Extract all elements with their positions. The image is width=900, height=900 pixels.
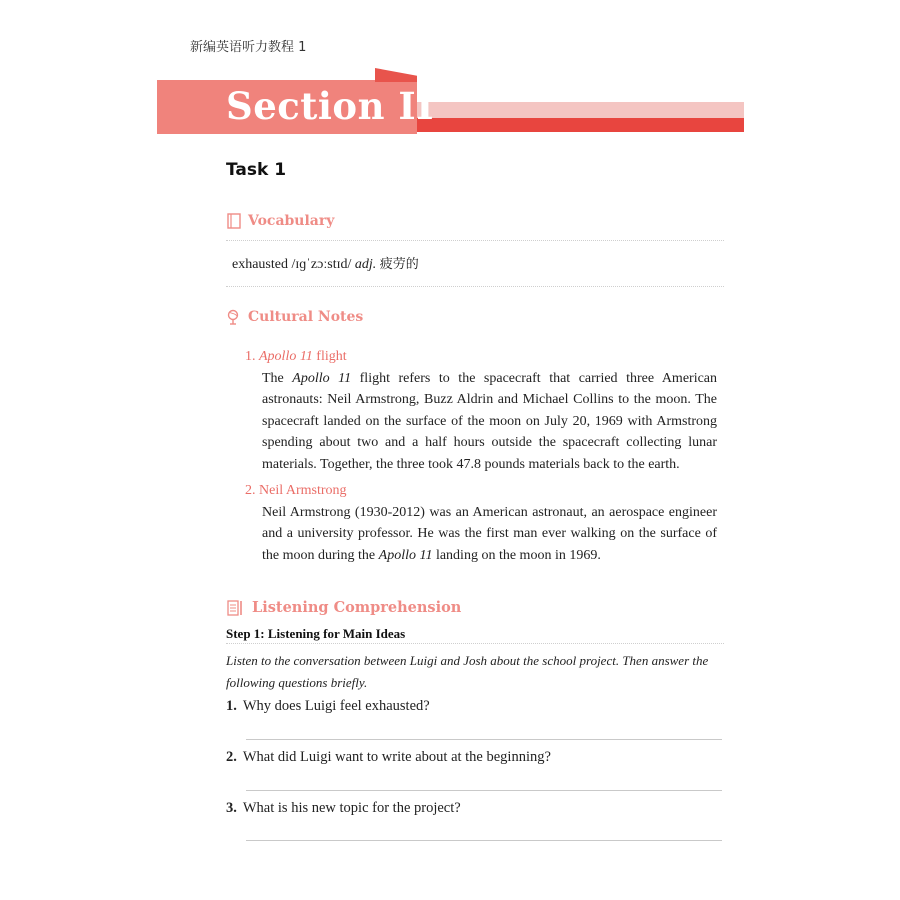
divider (226, 643, 724, 644)
vocabulary-heading-label: Vocabulary (248, 213, 335, 229)
listening-heading-label: Listening Comprehension (252, 599, 462, 616)
globe-icon (226, 309, 242, 325)
vocab-phonetic: /ɪɡˈzɔːstɪd/ (291, 257, 352, 272)
question-number: 2. (226, 749, 237, 765)
note-number: 2. (245, 483, 256, 498)
cultural-notes-heading-label: Cultural Notes (248, 309, 364, 325)
note-body (262, 502, 717, 567)
vocab-meaning: 疲劳的 (379, 257, 419, 272)
divider (226, 240, 724, 241)
question-text: What did Luigi want to write about at the beginning? (242, 749, 551, 765)
cultural-notes-heading (226, 309, 363, 325)
question-number: 1. (226, 698, 237, 714)
question-item (226, 698, 430, 715)
note-title-text: Neil Armstrong (259, 483, 347, 498)
vocabulary-heading (226, 213, 334, 229)
note-item (245, 346, 717, 475)
note-title (245, 480, 717, 502)
note-body-italic: Apollo 11 (378, 547, 433, 563)
note-title (245, 346, 717, 368)
instruction: Listen to the conversation between Luigi and Josh about the school project. Then answer the following questions briefly. (226, 653, 709, 690)
note-number: 1. (245, 349, 256, 364)
question-text: What is his new topic for the project? (242, 800, 461, 816)
step-title: Step 1: Listening for Main Ideas (226, 626, 406, 641)
vocab-word: exhausted (232, 257, 288, 272)
document-icon (226, 600, 246, 616)
answer-line[interactable] (246, 739, 722, 740)
vocab-pos: adj. (354, 257, 377, 272)
note-body (262, 368, 717, 476)
task-title: Task 1 (226, 160, 287, 180)
banner-flag (375, 68, 417, 82)
question-item (226, 749, 551, 766)
note-body-text: Neil Armstrong (1930-2012) was an American astronaut, an aerospace engineer and a university professor. He was the first man ever walking on the surface of the moon during the (262, 504, 717, 563)
question-number: 3. (226, 800, 237, 816)
running-head: 新编英语听力教程 1 (190, 40, 307, 55)
note-body-text: landing on the moon in 1969. (432, 547, 601, 563)
answer-line[interactable] (246, 790, 722, 791)
note-body-italic: Apollo 11 (292, 370, 352, 386)
cultural-notes-list (245, 346, 717, 566)
answer-line[interactable] (246, 840, 722, 841)
question-text: Why does Luigi feel exhausted? (242, 698, 430, 714)
listening-heading (226, 599, 461, 616)
banner-stripe-dark (417, 118, 744, 132)
divider (226, 286, 724, 287)
vocabulary-entry (232, 253, 419, 273)
note-body-text: flight refers to the spacecraft that carried three American astronauts: Neil Armstrong, Buzz Aldrin and Michael Collins to the moon. The spacecraft landed on the surface of the moon on July 20, 1969 with Armstrong spending about two and a half hours outside the spacecraft collecting lunar materials. Together, the three took 47.8 pounds materials back to the earth. (262, 370, 718, 472)
note-title-rest: flight (312, 349, 347, 364)
book-icon (226, 213, 242, 229)
banner-stripe-light (417, 102, 744, 118)
note-title-italic: Apollo 11 (259, 349, 313, 364)
question-item (226, 800, 461, 817)
section-title: Section II (226, 84, 435, 128)
note-body-text: The (262, 370, 293, 386)
note-item (245, 480, 717, 566)
